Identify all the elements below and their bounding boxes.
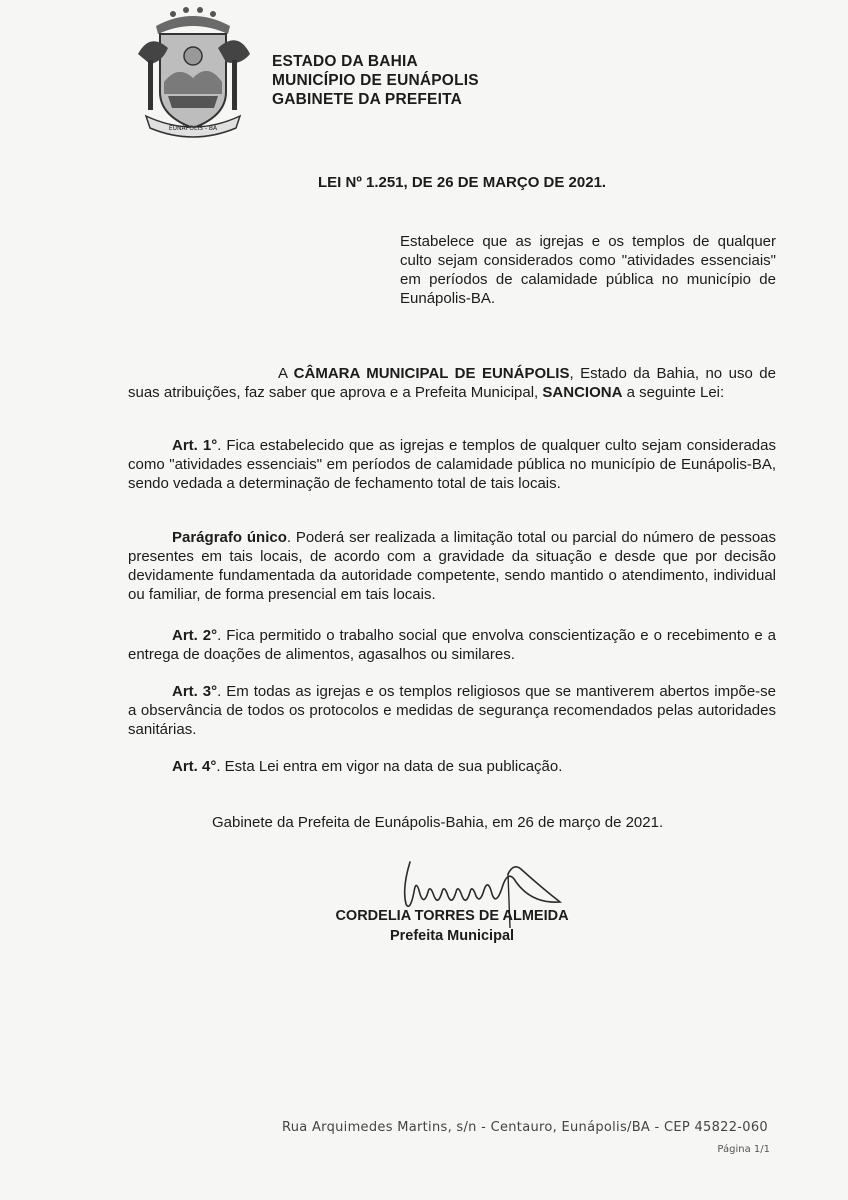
chamber-name: CÂMARA MUNICIPAL DE EUNÁPOLIS bbox=[293, 365, 570, 382]
page-number: Página 1/1 bbox=[717, 1144, 770, 1155]
office-name: GABINETE DA PREFEITA bbox=[272, 91, 463, 108]
sole-paragraph-text: . Poderá ser realizada a limitação total ou parcial do número de pessoas presentes em tais locais, de acordo com a gravidade da situação e desde que por decisão devidamente fundamentada da autoridade competente, sendo mantido o atendimento, individual ou familiar, de forma presencial em tais locais. bbox=[128, 529, 777, 603]
law-title: LEI Nº 1.251, DE 26 DE MARÇO DE 2021. bbox=[318, 174, 607, 191]
article-1 bbox=[128, 436, 776, 493]
municipality-name: MUNICÍPIO DE EUNÁPOLIS bbox=[272, 72, 479, 89]
article-3 bbox=[128, 682, 776, 739]
article-1-text: . Fica estabelecido que as igrejas e templos de qualquer culto sejam consideradas como "atividades essenciais" em períodos de calamidade pública no município de Eunápolis-BA, sendo vedada a determinação de fechamento total de tais locais. bbox=[128, 437, 776, 492]
article-4-text: . Esta Lei entra em vigor na data de sua publicação. bbox=[216, 758, 563, 775]
article-2 bbox=[128, 626, 776, 664]
intro-middle: , Estado da Bahia, no uso de suas atribuições, faz saber que aprova e a Prefeita Municipal, bbox=[128, 365, 776, 401]
intro-a: A bbox=[278, 365, 294, 382]
article-4 bbox=[128, 757, 776, 776]
article-2-text: . Fica permitido o trabalho social que envolva conscientização e o recebimento e a entrega de doações de alimentos, agasalhos ou similares. bbox=[128, 627, 776, 663]
signer-name: CORDELIA TORRES DE ALMEIDA bbox=[335, 908, 569, 924]
sole-paragraph-label: Parágrafo único bbox=[172, 529, 287, 546]
article-1-label: Art. 1° bbox=[172, 437, 218, 454]
closing-line: Gabinete da Prefeita de Eunápolis-Bahia, em 26 de março de 2021. bbox=[212, 814, 664, 831]
article-4-label: Art. 4° bbox=[172, 758, 217, 775]
signer-block bbox=[322, 906, 582, 946]
footer-address: Rua Arquimedes Martins, s/n - Centauro, Eunápolis/BA - CEP 45822-060 bbox=[282, 1120, 768, 1135]
letterhead bbox=[272, 52, 479, 109]
article-3-label: Art. 3° bbox=[172, 683, 218, 700]
state-name: ESTADO DA BAHIA bbox=[272, 53, 418, 70]
intro-end: a seguinte Lei: bbox=[622, 384, 725, 401]
svg-text:EUNÁPOLIS - BA: EUNÁPOLIS - BA bbox=[168, 125, 218, 132]
article-3-text: . Em todas as igrejas e os templos religiosos que se mantiverem abertos impõe-se a observância de todos os protocolos e medidas de segurança recomendados pelas autoridades sanitárias. bbox=[128, 683, 776, 738]
law-summary: Estabelece que as igrejas e os templos de qualquer culto sejam considerados como "atividades essenciais" em períodos de calamidade pública no município de Eunápolis-BA. bbox=[400, 233, 776, 307]
municipal-crest-icon bbox=[128, 4, 258, 144]
enactment-clause bbox=[128, 364, 776, 402]
article-2-label: Art. 2° bbox=[172, 627, 218, 644]
signer-role: Prefeita Municipal bbox=[389, 928, 515, 944]
sanciona-word: SANCIONA bbox=[542, 384, 623, 401]
sole-paragraph bbox=[128, 528, 776, 604]
